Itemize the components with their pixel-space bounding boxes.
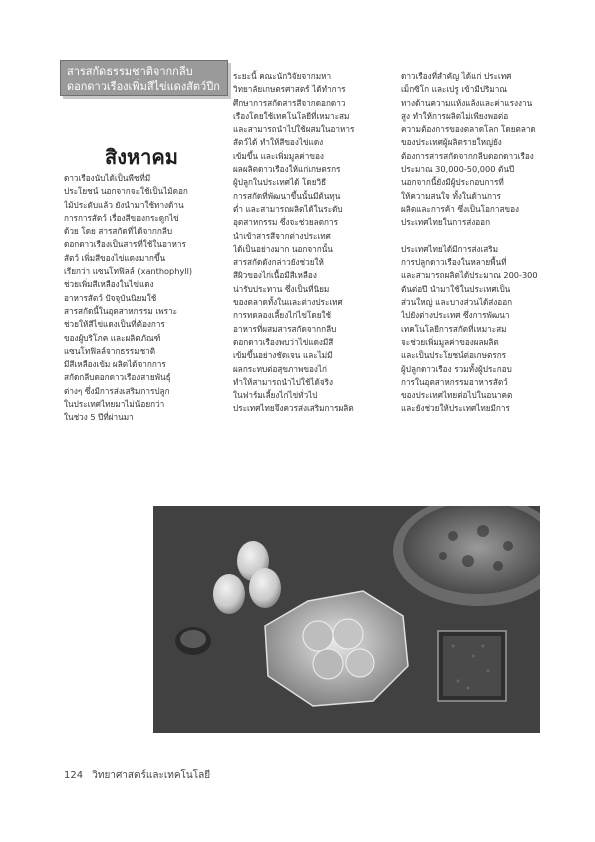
text-line: เทคโนโลยีการสกัดที่เหมาะสม (401, 323, 507, 334)
text-line: ต้องการสารสกัดจากกลีบดอกดาวเรือง (401, 150, 534, 161)
text-line: เรืองโดยใช้เทคโนโลยีที่เหมาะสม (233, 110, 350, 121)
text-line: สารสกัดนี้ในอุตสาหกรรม เพราะ (64, 305, 178, 316)
article-title-box (60, 60, 228, 96)
text-line: มีสีเหลืองเข้ม ผลิตได้จากการ (64, 359, 166, 370)
text-line: ในประเทศไทยมาไม่น้อยกว่า (64, 399, 165, 410)
text-line: ดาวเรืองที่สำคัญ ได้แก่ ประเทศ (401, 71, 512, 81)
text-line: ไปยังต่างประเทศ ซึ่งการพัฒนา (401, 310, 510, 321)
text-line: น่ารับประทาน ซึ่งเป็นที่นิยม (233, 283, 330, 294)
text-line: สารสกัดดังกล่าวยังช่วยให้ (233, 257, 324, 268)
text-line: อาหารสัตว์ ปัจจุบันนิยมใช้ (64, 292, 157, 303)
text-line: วิทยาลัยเกษตรศาสตร์ ได้ทำการ (233, 84, 346, 95)
text-line: การสกัดที่พัฒนาขึ้นนั้นมีต้นทุน (233, 190, 341, 201)
text-line: และยังช่วยให้ประเทศไทยมีการ (401, 403, 510, 414)
text-line: ผู้ปลูกดาวเรือง รวมทั้งผู้ประกอบ (401, 363, 512, 374)
text-line: ต่ำ และสามารถผลิตได้ในระดับ (233, 203, 343, 214)
text-line: การในอุตสาหกรรมอาหารสัตว์ (401, 376, 508, 387)
text-line: การปลูกดาวเรืองในหลายพื้นที่ (401, 257, 507, 268)
text-line: ประเทศไทยในการส่งออก (401, 217, 491, 228)
text-line: ด้วย โดย สารสกัดที่ได้จากกลีบ (64, 226, 173, 237)
page-footer (64, 768, 216, 783)
text-line: ส่วนใหญ่ และบางส่วนได้ส่งออก (401, 297, 513, 308)
text-line: ตันต่อปี นำมาใช้ในประเทศเป็น (401, 283, 511, 294)
text-line: จะช่วยเพิ่มมูลค่าของผลผลิต (401, 336, 499, 347)
text-line (401, 230, 548, 243)
text-line: ให้ความสนใจ ทั้งในด้านการ (401, 190, 501, 201)
text-line: ประเทศไทยได้มีการส่งเสริม (401, 243, 499, 254)
text-line: ประมาณ 30,000-50,000 ตันปี (401, 164, 515, 175)
text-line: เรียกว่า แซนโทฟิลล์ (xanthophyll) (64, 266, 193, 277)
page-number: 124 (64, 770, 84, 781)
text-line: เม็กซิโก และเปรู เข้ามีปริมาณ (401, 84, 507, 95)
text-line: ประเทศไทยจึงควรส่งเสริมการผลิต (233, 403, 354, 414)
text-column-1 (64, 172, 227, 425)
text-line: และสามารถนำไปใช้ผสมในอาหาร (233, 124, 355, 135)
egg (213, 574, 245, 614)
text-line: เข้มขึ้น และเพิ่มมูลค่าของ (233, 150, 324, 161)
text-line: ดอกดาวเรืองเป็นสารที่ใช้ในอาหาร (64, 239, 186, 250)
text-line: เข้มขึ้นอย่างชัดเจน และไม่มี (233, 350, 333, 361)
text-line: ผลกระทบต่อสุขภาพของไก่ (233, 363, 327, 374)
text-line: นอกจากนี้ยังมีผู้ประกอบการที่ (401, 177, 504, 188)
section-heading: สิงหาคม (105, 145, 178, 169)
text-line: ระยะนี้ คณะนักวิจัยจากมหา (233, 71, 332, 81)
text-line: ทางด้านความแห้งแล้งและค่าแรงงาน (401, 97, 533, 108)
text-line: ผู้ปลูกในประเทศได้ โดยวิธี (233, 177, 327, 188)
text-line: แซนโทฟิลล์จากธรรมชาติ (64, 345, 156, 356)
text-line: ไม้ประดับแล้ว ยังนำมาใช้ทางด้าน (64, 199, 184, 210)
text-line: การการสัตว์ เรื่องสีของกระดูกไข่ (64, 212, 179, 223)
article-title-line-2: ดอกดาวเรืองเพิ่มสีไข่แดงสัตว์ปีก (67, 80, 220, 93)
text-line: นำเข้าสารสีจากต่างประเทศ (233, 230, 331, 241)
text-line: อุตสาหกรรม ซึ่งจะช่วยลดการ (233, 217, 338, 228)
text-line: และเป็นประโยชน์ต่อเกษตรกร (401, 350, 507, 361)
text-line: การทดลองเลี้ยงไก่ไข่โดยใช้ (233, 310, 332, 321)
text-line: ผลิตและการค้า ซึ่งเป็นโอกาสของ (401, 203, 519, 214)
text-line: ของตลาดทั้งในและต่างประเทศ (233, 297, 343, 308)
text-line: และสามารถผลิตได้ประมาณ 200-300 (401, 270, 538, 281)
text-line: ดาวเรืองนับได้เป็นพืชที่มี (64, 173, 151, 183)
text-line: ของผู้บริโภค และผลิตภัณฑ์ (64, 332, 161, 343)
text-line: ศึกษาการสกัดสารสีจากดอกดาว (233, 97, 346, 108)
text-line: ผลผลิตดาวเรืองให้แก่เกษตรกร (233, 164, 341, 175)
article-title-line-1: สารสกัดธรรมชาติจากกลีบ (67, 65, 193, 78)
text-line: ประโยชน์ นอกจากจะใช้เป็นไม้ดอก (64, 186, 188, 197)
eggs-photo (153, 506, 540, 733)
text-line: ช่วยเพิ่มสีเหลืองในไข่แดง (64, 279, 154, 290)
text-line: ในฟาร์มเลี้ยงไก่ไข่ทั่วไป (233, 390, 318, 401)
text-line: สัตว์ได้ ทำให้สีของไข่แดง (233, 137, 324, 148)
text-line: ได้เป็นอย่างมาก นอกจากนั้น (233, 243, 333, 254)
text-line: สกัดกลีบดอกดาวเรืองสายพันธุ์ (64, 372, 171, 383)
text-column-3 (401, 70, 548, 416)
text-line: สีผิวของไก่เนื้อมีสีเหลือง (233, 270, 317, 281)
text-line: ความต้องการของตลาดโลก โดยตลาด (401, 124, 536, 135)
eggs-photo-drawing (153, 506, 540, 733)
text-line: สูง ทำให้การผลิตไม่เพียงพอต่อ (401, 110, 509, 121)
text-line: ของประเทศผู้ผลิตรายใหญ่ยัง (401, 137, 502, 148)
text-line: ทำให้สามารถนำไปใช้ได้จริง (233, 376, 334, 387)
publication-name: วิทยาศาสตร์และเทคโนโลยี (92, 770, 211, 781)
text-line: ดอกดาวเรืองพบว่าไข่แดงมีสี (233, 336, 334, 347)
egg (249, 568, 281, 608)
text-line: อาหารที่ผสมสารสกัดจากกลีบ (233, 323, 337, 334)
text-column-2 (233, 70, 398, 416)
text-line: ของประเทศไทยต่อไปในอนาคต (401, 390, 513, 401)
text-line: ในช่วง 5 ปีที่ผ่านมา (64, 412, 134, 423)
text-line: ช่วยให้สีไข่แดงเป็นที่ต้องการ (64, 319, 165, 330)
text-line: สัตว์ เพิ่มสีของไข่แดงมากขึ้น (64, 252, 166, 263)
text-line: ต่างๆ ซึ่งมีการส่งเสริมการปลูก (64, 385, 170, 396)
